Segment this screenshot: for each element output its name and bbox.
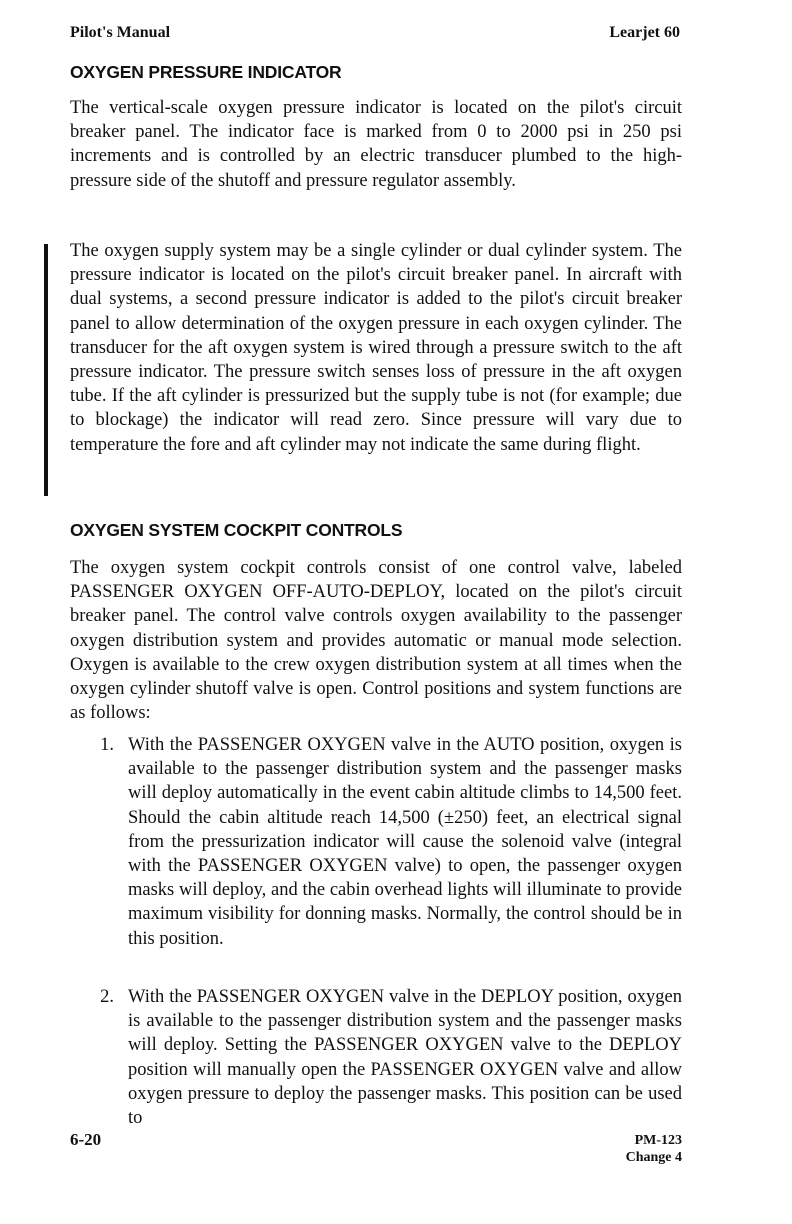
list-item-number: 1. <box>100 735 114 755</box>
page-number: 6-20 <box>70 1130 102 1149</box>
change-number: Change 4 <box>625 1150 682 1165</box>
manual-title: Pilot's Manual <box>70 24 171 41</box>
page-header <box>70 24 680 42</box>
section-title-cockpit-controls: OXYGEN SYSTEM COCKPIT CONTROLS <box>70 520 403 540</box>
revision-change-bar <box>44 244 48 496</box>
aircraft-model: Learjet 60 <box>609 24 680 41</box>
list-item-text: With the PASSENGER OXYGEN valve in the AUTO position, oxygen is available to the passenger distribution system and the passenger masks will deploy automatically in the event cabin altitude climbs to 14,500 feet. Should the cabin altitude reach 14,500 (±250) feet, an electrical signal from the pressurization indicator will cause the solenoid valve (integral with the PASSENGER OXYGEN valve) to open, the passenger oxygen masks will deploy, and the cabin overhead lights will illuminate to provide maximum visibility for donning masks. Normally, the control should be in this position. <box>128 735 682 949</box>
list-item <box>70 985 682 1130</box>
paragraph-cockpit-controls: The oxygen system cockpit controls consist of one control valve, labeled PASSENGER OXYGEN OFF-AUTO-DEPLOY, located on the pilot's circuit breaker panel. The control valve controls oxygen availability to the passenger oxygen distribution system and provides automatic or manual mode selection. Oxygen is available to the crew oxygen distribution system at all times when the oxygen cylinder shutoff valve is open. Control positions and system functions are as follows: <box>70 558 682 724</box>
paragraph-supply-system: The oxygen supply system may be a single cylinder or dual cylinder system. The pressure indicator is located on the pilot's circuit breaker panel. In aircraft with dual systems, a second pressure indicator is added to the pilot's circuit breaker panel to allow determination of the oxygen pressure in each oxygen cylinder. The transducer for the aft oxygen system is wired through a pressure switch to the aft pressure indicator. The pressure switch senses loss of pressure in the aft oxygen tube. If the aft cylinder is pressurized but the supply tube is not (for example; due to blockage) the indicator will read zero. Since pressure will vary due to temperature the fore and aft cylinder may not indicate the same during flight. <box>70 241 682 455</box>
section-title-oxygen-pressure-indicator: OXYGEN PRESSURE INDICATOR <box>70 62 342 82</box>
paragraph-indicator-description: The vertical-scale oxygen pressure indicator is located on the pilot's circuit breaker panel. The indicator face is marked from 0 to 2000 psi in 250 psi increments and is controlled by an electric transducer plumbed to the high-pressure side of the shutoff and pressure regulator assembly. <box>70 98 682 191</box>
page-footer-reference <box>626 1132 682 1166</box>
list-item-number: 2. <box>100 987 114 1007</box>
document-number: PM-123 <box>634 1133 682 1148</box>
list-item-text: With the PASSENGER OXYGEN valve in the DEPLOY position, oxygen is available to the passenger distribution system and the passenger masks will deploy. Setting the PASSENGER OXYGEN valve to the DEPLOY position will manually open the PASSENGER OXYGEN valve and allow oxygen pressure to deploy the passenger masks. This position can be used to <box>128 987 682 1129</box>
list-item <box>70 733 682 951</box>
